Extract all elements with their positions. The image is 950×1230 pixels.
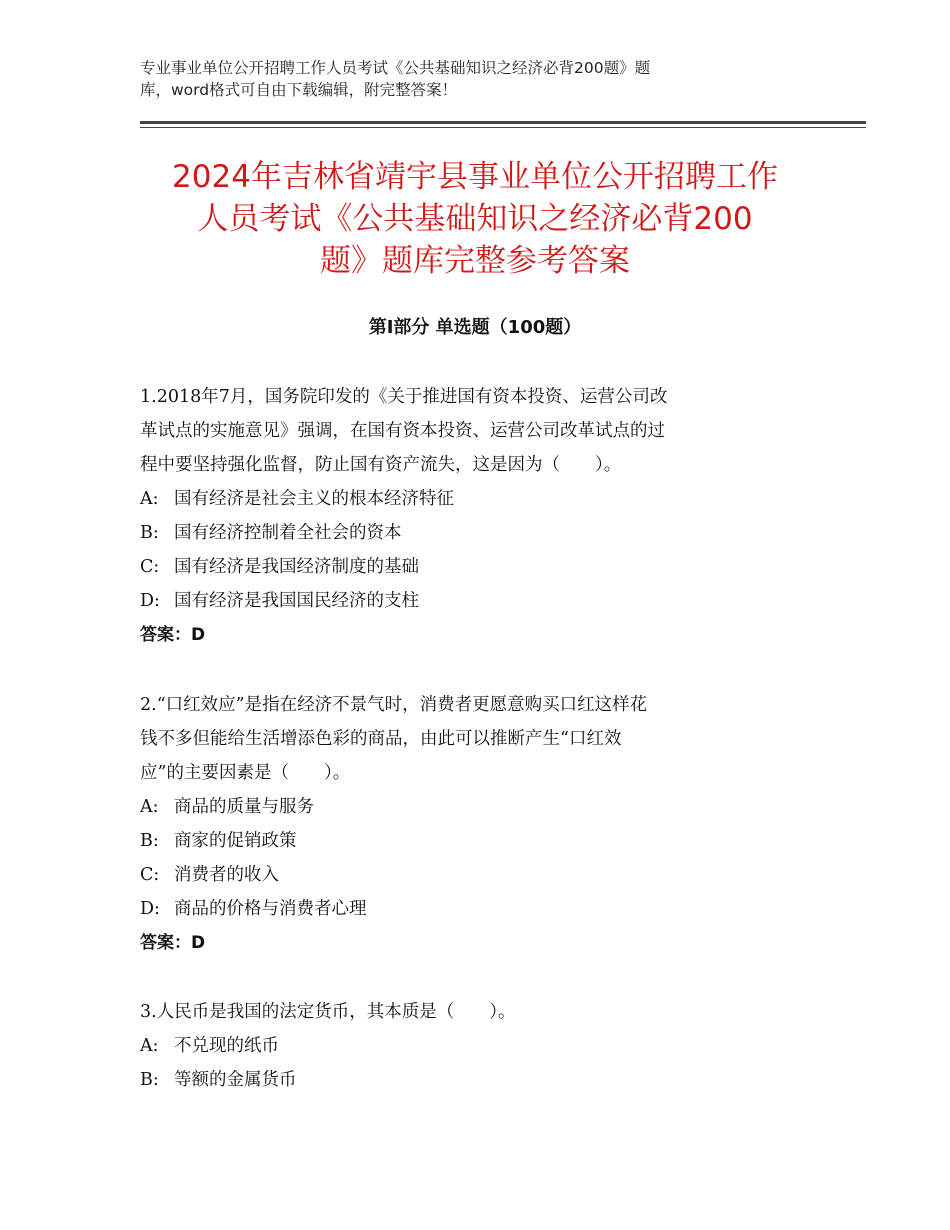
option-letter: A:: [140, 797, 159, 817]
section-heading: 第Ⅰ部分 单选题（100题）: [368, 317, 582, 338]
question-text-line: 2.“口红效应”是指在经济不景气时，消费者更愿意购买口红这样花: [140, 695, 648, 715]
option-b: [140, 824, 800, 858]
question-2: [140, 688, 800, 960]
option-a: [140, 790, 800, 824]
option-letter: B:: [140, 1070, 159, 1090]
header-divider-thick: [140, 121, 866, 124]
title-line: 2024年吉林省靖宇县事业单位公开招聘工作: [172, 159, 778, 195]
title-line: 题》题库完整参考答案: [320, 243, 630, 279]
option-letter: A:: [140, 489, 159, 509]
option-letter: C:: [140, 557, 160, 577]
option-d: [140, 584, 800, 618]
header-note-line: 专业事业单位公开招聘工作人员考试《公共基础知识之经济必背200题》题: [140, 59, 651, 77]
option-letter: D:: [140, 591, 160, 611]
question-3: [140, 995, 800, 1097]
option-a: [140, 1029, 800, 1063]
option-text: 国有经济是社会主义的根本经济特征: [174, 489, 454, 509]
option-letter: C:: [140, 865, 160, 885]
option-text: 消费者的收入: [174, 865, 279, 885]
option-a: [140, 482, 800, 516]
title-line: 人员考试《公共基础知识之经济必背200: [197, 201, 753, 237]
question-text-line: 3.人民币是我国的法定货币，其本质是（ ）。: [140, 1002, 516, 1022]
header-note: [140, 57, 780, 101]
question-text-line: 革试点的实施意见》强调，在国有资本投资、运营公司改革试点的过: [140, 421, 665, 441]
option-b: [140, 1063, 800, 1097]
option-d: [140, 892, 800, 926]
option-text: 商品的价格与消费者心理: [174, 899, 367, 919]
option-text: 不兑现的纸币: [174, 1036, 279, 1056]
option-text: 国有经济是我国经济制度的基础: [174, 557, 419, 577]
question-text-line: 钱不多但能给生活增添色彩的商品，由此可以推断产生“口红效: [140, 729, 622, 749]
option-c: [140, 550, 800, 584]
option-letter: B:: [140, 523, 159, 543]
option-b: [140, 516, 800, 550]
option-letter: A:: [140, 1036, 159, 1056]
option-text: 商家的促销政策: [174, 831, 297, 851]
header-note-line: 库，word格式可自由下载编辑，附完整答案！: [140, 81, 458, 99]
option-letter: D:: [140, 899, 160, 919]
document-title: [120, 156, 830, 282]
question-1: [140, 380, 800, 652]
question-text-line: 应”的主要因素是（ ）。: [140, 763, 351, 783]
option-text: 国有经济是我国国民经济的支柱: [174, 591, 419, 611]
option-text: 等额的金属货币: [174, 1070, 297, 1090]
option-text: 商品的质量与服务: [174, 797, 314, 817]
option-c: [140, 858, 800, 892]
option-letter: B:: [140, 831, 159, 851]
header-divider-thin: [140, 127, 866, 128]
question-text-line: 程中要坚持强化监督，防止国有资产流失，这是因为（ ）。: [140, 455, 622, 475]
answer-label: 答案：D: [140, 933, 206, 953]
option-text: 国有经济控制着全社会的资本: [174, 523, 402, 543]
question-text-line: 1.2018年7月，国务院印发的《关于推进国有资本投资、运营公司改: [140, 387, 668, 407]
answer-label: 答案：D: [140, 625, 206, 645]
